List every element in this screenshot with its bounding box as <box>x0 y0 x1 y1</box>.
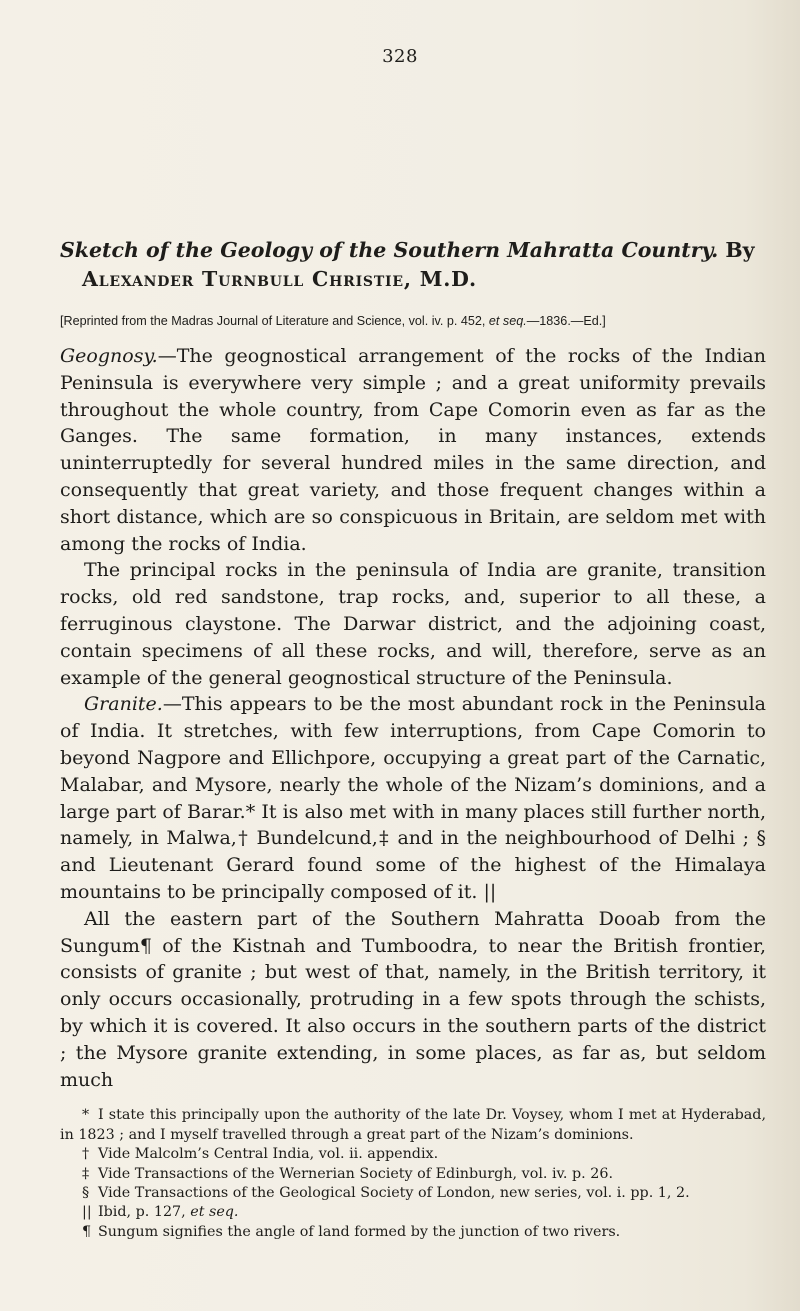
paragraph-text: The principal rocks in the peninsula of India are granite, transition rocks, old red sandstone, trap rocks, and, superior to all these, a ferruginous claystone. The Darwar district, and the adjoining coast, contain specimens of all these rocks, and will, therefore, serve as an example of the general geognostical structure of the Peninsula. <box>60 559 766 689</box>
title-by: By <box>725 238 755 262</box>
footnote <box>60 1145 766 1164</box>
footnote <box>60 1106 766 1145</box>
footnote <box>60 1165 766 1184</box>
footnote <box>60 1223 766 1242</box>
reprint-note-etseq: et seq. <box>488 314 527 328</box>
footnote-text: Vide Malcolm’s Central India, vol. ii. appendix. <box>98 1146 439 1163</box>
footnote-mark: || <box>82 1204 92 1221</box>
footnotes <box>60 1106 766 1242</box>
footnote-mark: * <box>82 1107 90 1124</box>
reprint-note-text: [Reprinted from the Madras Journal of Literature and Science, vol. iv. p. 452, <box>60 314 489 328</box>
reprint-note-tail: —1836.—Ed.] <box>526 314 606 328</box>
footnote-mark: † <box>82 1146 90 1163</box>
author-name: Alexander Turnbull Christie, M.D. <box>82 267 477 291</box>
paragraph-granite <box>60 691 766 905</box>
paragraph-geognosy <box>60 343 766 557</box>
paragraph-text: All the eastern part of the Southern Mahratta Dooab from the Sungum¶ of the Kistnah and Tumboodra, to near the British frontier, consists of granite ; but west of that, namely, in the British territory, it only occurs occasionally, protruding in a few spots through the schists, by which it is covered. It also occurs in the southern parts of the district ; the Mysore granite extending, in some places, as far as, but seldom much <box>60 907 766 1091</box>
footnote <box>60 1203 766 1222</box>
paragraph-text: —This appears to be the most abundant rock in the Peninsula of India. It stretches, with few interruptions, from Cape Comorin to beyond Nagpore and Ellichpore, occupying a great part of the Carnatic, Malabar, and Mysore, nearly the whole of the Nizam’s dominions, and a large part of Barar.* It is also met with in many places still further north, namely, in Malwa,† Bundelcund,‡ and in the neighbourhood of Delhi ; § and Lieutenant Gerard found some of the highest of the Himalaya mountains to be principally composed of it. || <box>60 693 766 903</box>
article-title <box>60 236 766 294</box>
footnote-mark: ‡ <box>82 1165 90 1182</box>
footnote-text: I state this principally upon the authority of the late Dr. Voysey, whom I met at Hyderabad, in 1823 ; and I myself travelled through a great part of the Nizam’s dominions. <box>60 1107 766 1143</box>
footnote-text: Ibid, p. 127, <box>98 1204 191 1221</box>
footnote-text: Sungum signifies the angle of land formed by the junction of two rivers. <box>98 1223 621 1240</box>
paragraph-principal-rocks <box>60 557 766 691</box>
footnote-mark: § <box>82 1184 90 1201</box>
footnote-mark: ¶ <box>82 1223 92 1240</box>
footnote-text-italic: et seq. <box>190 1204 239 1221</box>
section-heading-geognosy: Geognosy. <box>60 345 158 367</box>
paragraph-text: —The geognostical arrangement of the rocks of the Indian Peninsula is everywhere very simple ; and a great uniformity prevails throughout the whole country, from Cape Comorin even as far as the Ganges. The same formation, in many instances, extends uninterruptedly for several hundred miles in the same direction, and consequently that great variety, and those frequent changes within a short distance, which are so conspicuous in Britain, are seldom met with among the rocks of India. <box>60 345 766 555</box>
body-text <box>60 343 766 1093</box>
paragraph-eastern-dooab <box>60 906 766 1094</box>
section-heading-granite: Granite. <box>84 693 163 716</box>
footnote-text: Vide Transactions of the Geological Society of London, new series, vol. i. pp. 1, 2. <box>98 1184 690 1201</box>
article <box>60 236 766 1242</box>
footnote <box>60 1184 766 1203</box>
page-number: 328 <box>382 46 418 67</box>
footnote-text: Vide Transactions of the Wernerian Society of Edinburgh, vol. iv. p. 26. <box>98 1165 613 1182</box>
title-text: Sketch of the Geology of the Southern Mahratta Country. <box>60 238 719 262</box>
reprint-note <box>60 314 766 328</box>
